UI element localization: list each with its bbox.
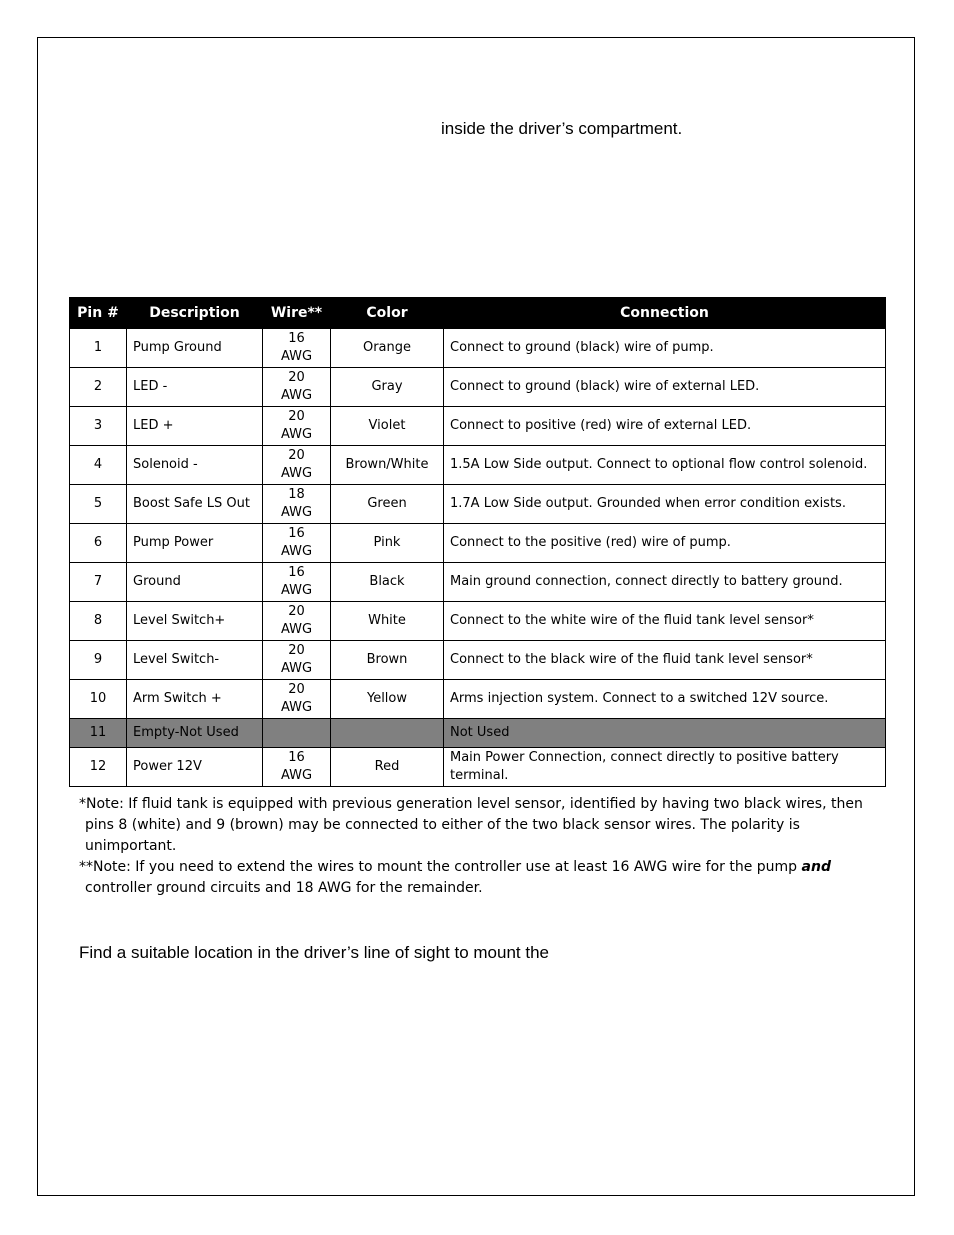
header-wire: Wire** xyxy=(263,298,331,329)
header-color: Color xyxy=(331,298,444,329)
wire-gauge: 20 xyxy=(288,409,305,424)
table-row-unused xyxy=(70,719,886,748)
connection-cell: Connect to the white wire of the fluid tank level sensor* xyxy=(444,602,886,641)
note-1-line-3: unimportant. xyxy=(85,838,177,854)
note-2-line-1 xyxy=(79,857,869,878)
pin-cell: 8 xyxy=(70,602,127,641)
header-connection: Connection xyxy=(444,298,886,329)
wire-gauge: 20 xyxy=(288,370,305,385)
note-1-line-1: *Note: If fluid tank is equipped with previous generation level sensor, identified by having two black wires, then xyxy=(79,796,863,812)
table-row xyxy=(70,446,886,485)
description-cell: Level Switch+ xyxy=(127,602,263,641)
description-cell: LED - xyxy=(127,368,263,407)
wire-gauge: 16 xyxy=(288,526,305,541)
pin-cell: 5 xyxy=(70,485,127,524)
color-cell: Pink xyxy=(331,524,444,563)
wire-cell xyxy=(263,446,331,485)
pinout-table xyxy=(69,297,886,787)
wire-unit: AWG xyxy=(280,388,313,403)
wire-cell xyxy=(263,641,331,680)
note-2-emphasis: and xyxy=(801,859,831,875)
table-notes xyxy=(79,794,869,899)
wire-unit: AWG xyxy=(280,349,313,364)
description-cell: Solenoid - xyxy=(127,446,263,485)
table-row xyxy=(70,329,886,368)
wire-unit: AWG xyxy=(280,661,313,676)
color-cell: Gray xyxy=(331,368,444,407)
description-cell: Pump Ground xyxy=(127,329,263,368)
wire-unit: AWG xyxy=(280,700,313,715)
text-fragment-top: inside the driver’s compartment. xyxy=(441,119,683,138)
pin-cell: 7 xyxy=(70,563,127,602)
table-row xyxy=(70,368,886,407)
wire-gauge: 20 xyxy=(288,604,305,619)
pin-cell: 4 xyxy=(70,446,127,485)
connection-cell: Connect to ground (black) wire of external LED. xyxy=(444,368,886,407)
pin-cell: 3 xyxy=(70,407,127,446)
note-2-text: **Note: If you need to extend the wires to mount the controller use at least 16 AWG wire for the pump xyxy=(79,859,802,875)
wire-unit: AWG xyxy=(280,622,313,637)
table-row xyxy=(70,407,886,446)
connection-cell: Connect to the positive (red) wire of pump. xyxy=(444,524,886,563)
description-cell: LED + xyxy=(127,407,263,446)
pin-cell: 6 xyxy=(70,524,127,563)
wire-cell xyxy=(263,485,331,524)
connection-cell: Connect to positive (red) wire of external LED. xyxy=(444,407,886,446)
wire-cell xyxy=(263,368,331,407)
pin-cell: 12 xyxy=(70,748,127,787)
color-cell: Violet xyxy=(331,407,444,446)
connection-cell: 1.5A Low Side output. Connect to optional flow control solenoid. xyxy=(444,446,886,485)
pin-cell: 2 xyxy=(70,368,127,407)
wire-gauge: 16 xyxy=(288,331,305,346)
table-row xyxy=(70,563,886,602)
description-cell: Empty-Not Used xyxy=(127,719,263,748)
description-cell: Pump Power xyxy=(127,524,263,563)
note-2-line-2: controller ground circuits and 18 AWG for the remainder. xyxy=(85,880,483,896)
wire-cell xyxy=(263,719,331,748)
table-row xyxy=(70,524,886,563)
wire-gauge: 18 xyxy=(288,487,305,502)
wire-cell xyxy=(263,563,331,602)
connection-cell: Not Used xyxy=(444,719,886,748)
color-cell: Black xyxy=(331,563,444,602)
wire-cell xyxy=(263,680,331,719)
wire-gauge: 16 xyxy=(288,750,305,765)
wire-unit: AWG xyxy=(280,768,313,783)
color-cell: Brown xyxy=(331,641,444,680)
pin-cell: 9 xyxy=(70,641,127,680)
header-pin: Pin # xyxy=(70,298,127,329)
color-cell: Orange xyxy=(331,329,444,368)
description-cell: Level Switch- xyxy=(127,641,263,680)
wire-cell xyxy=(263,407,331,446)
color-cell: Brown/White xyxy=(331,446,444,485)
wire-unit: AWG xyxy=(280,583,313,598)
description-cell: Boost Safe LS Out xyxy=(127,485,263,524)
description-cell: Arm Switch + xyxy=(127,680,263,719)
pin-cell: 1 xyxy=(70,329,127,368)
connection-cell xyxy=(444,748,886,787)
table-header-row xyxy=(70,298,886,329)
wire-unit: AWG xyxy=(280,544,313,559)
connection-cell: Connect to the black wire of the fluid tank level sensor* xyxy=(444,641,886,680)
table-row xyxy=(70,680,886,719)
color-cell: Green xyxy=(331,485,444,524)
color-cell: Yellow xyxy=(331,680,444,719)
wire-cell xyxy=(263,524,331,563)
wire-unit: AWG xyxy=(280,466,313,481)
table-row xyxy=(70,748,886,787)
pin-cell: 11 xyxy=(70,719,127,748)
wire-cell xyxy=(263,329,331,368)
connection-cell: Main ground connection, connect directly to battery ground. xyxy=(444,563,886,602)
table-row xyxy=(70,641,886,680)
color-cell: White xyxy=(331,602,444,641)
description-cell: Ground xyxy=(127,563,263,602)
table-row xyxy=(70,485,886,524)
note-1-line-2: pins 8 (white) and 9 (brown) may be connected to either of the two black sensor wires. The polarity is xyxy=(85,817,800,833)
wire-cell xyxy=(263,602,331,641)
wire-gauge: 16 xyxy=(288,565,305,580)
color-cell xyxy=(331,719,444,748)
wire-gauge: 20 xyxy=(288,643,305,658)
color-cell: Red xyxy=(331,748,444,787)
wire-gauge: 20 xyxy=(288,448,305,463)
wire-cell xyxy=(263,748,331,787)
text-fragment-bottom: Find a suitable location in the driver’s line of sight to mount the xyxy=(79,943,549,962)
connection-cell: Arms injection system. Connect to a switched 12V source. xyxy=(444,680,886,719)
header-description: Description xyxy=(127,298,263,329)
description-cell: Power 12V xyxy=(127,748,263,787)
wire-unit: AWG xyxy=(280,505,313,520)
wire-unit: AWG xyxy=(280,427,313,442)
connection-cell: Connect to ground (black) wire of pump. xyxy=(444,329,886,368)
table-row xyxy=(70,602,886,641)
connection-line-1: Main Power Connection, connect directly to positive battery xyxy=(450,750,839,765)
wire-gauge: 20 xyxy=(288,682,305,697)
pin-cell: 10 xyxy=(70,680,127,719)
connection-cell: 1.7A Low Side output. Grounded when error condition exists. xyxy=(444,485,886,524)
connection-line-2: terminal. xyxy=(450,768,509,783)
